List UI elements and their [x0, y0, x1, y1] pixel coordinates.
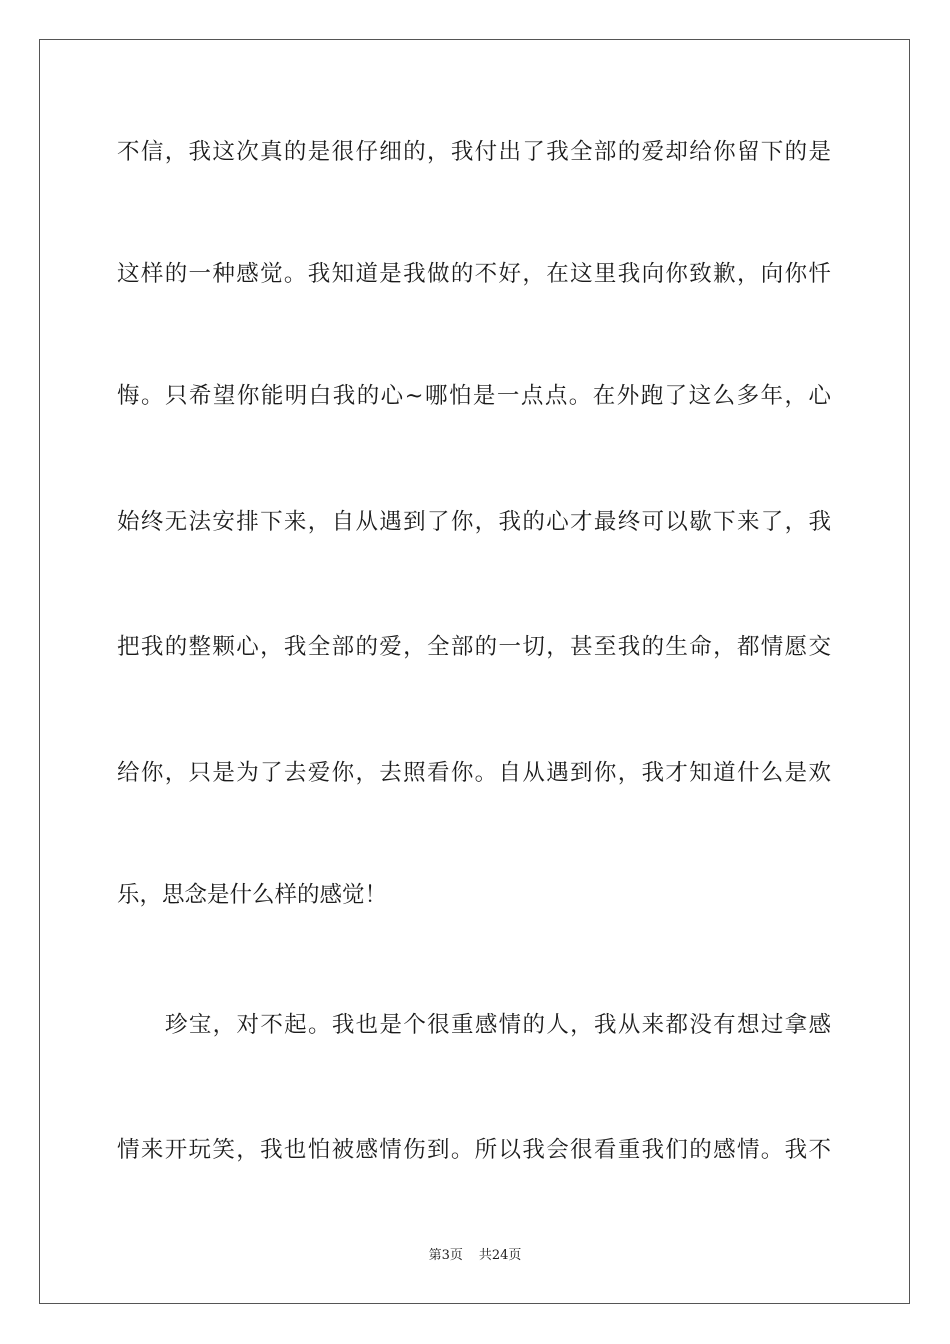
text-line: 乐，思念是什么样的感觉！ [117, 882, 388, 908]
text-line: 不信，我这次真的是很仔细的，我付出了我全部的爱却给你留下的是 [117, 139, 831, 165]
text-line: 这样的一种感觉。我知道是我做的不好，在这里我向你致歉，向你忏 [117, 261, 831, 287]
text-line: 始终无法安排下来，自从遇到了你，我的心才最终可以歇下来了，我 [117, 509, 831, 535]
text-line: 把我的整颗心，我全部的爱，全部的一切，甚至我的生命，都情愿交 [117, 634, 831, 660]
page-border [39, 39, 910, 1304]
page-footer [0, 1247, 950, 1265]
paragraph-first-line: 珍宝，对不起。我也是个很重感情的人，我从来都没有想过拿感 [165, 1012, 831, 1038]
text-line: 给你，只是为了去爱你，去照看你。自从遇到你，我才知道什么是欢 [117, 760, 831, 786]
page-number: 第3页 [428, 1248, 463, 1263]
text-line: 悔。只希望你能明白我的心~哪怕是一点点。在外跑了这么多年，心 [117, 383, 831, 409]
total-pages: 共24页 [478, 1248, 522, 1263]
text-line: 情来开玩笑，我也怕被感情伤到。所以我会很看重我们的感情。我不 [117, 1137, 831, 1163]
